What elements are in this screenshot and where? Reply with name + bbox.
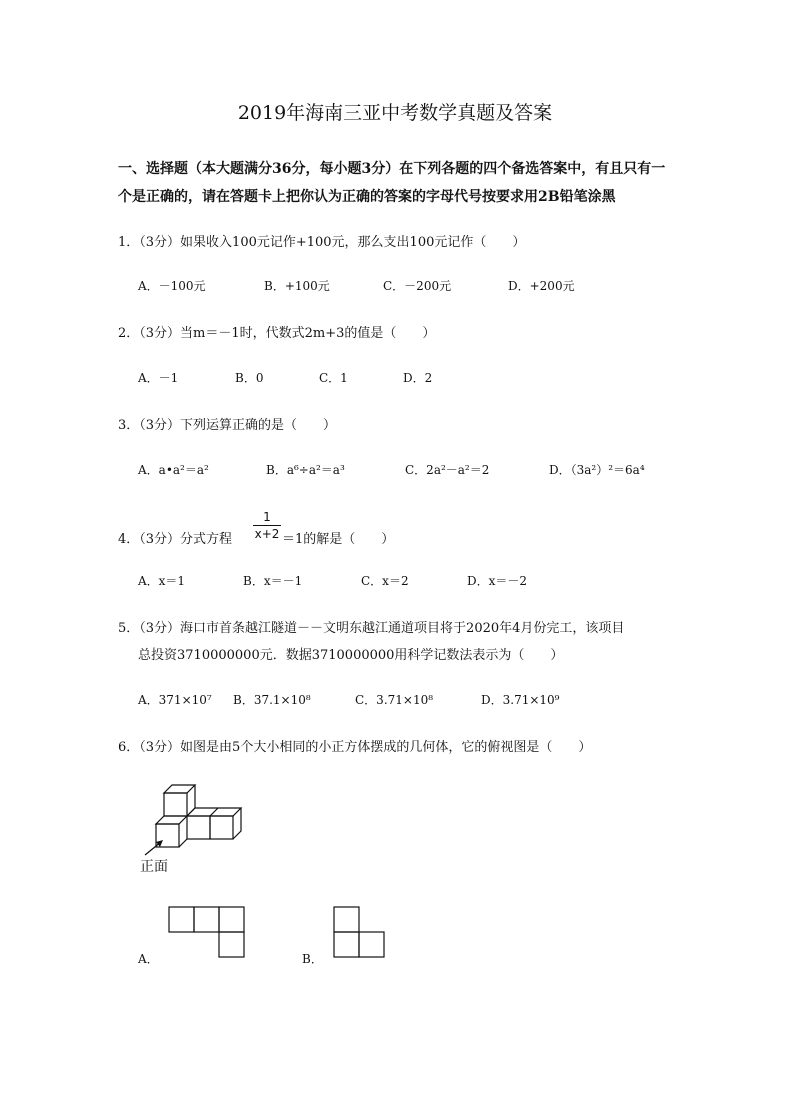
q6-option-b-figure (333, 906, 387, 960)
question-2: 2．（3分）当m＝－1时，代数式2m+3的值是（ ） (118, 326, 436, 341)
q4-option-b: B．x＝－1 (243, 574, 303, 588)
section-heading-line-1: 一、选择题（本大题满分36分，每小题3分）在下列各题的四个备选答案中，有且只有一 (118, 161, 666, 177)
q1-option-c: C．－200元 (383, 279, 452, 293)
q2-option-d: D．2 (403, 371, 433, 385)
fraction-denominator: x+2 (254, 527, 280, 541)
q2-option-a: A．－1 (138, 371, 179, 385)
q3-option-b: B．a⁶÷a²＝a³ (266, 463, 345, 477)
q6-option-a-figure (168, 906, 246, 960)
q1-option-a: A．－100元 (138, 279, 206, 293)
q4-option-d: D．x＝－2 (467, 574, 528, 588)
question-4-suffix: ＝1的解是（ ） (282, 532, 395, 547)
page-title: 2019年海南三亚中考数学真题及答案 (237, 102, 553, 124)
question-3: 3．（3分）下列运算正确的是（ ） (118, 418, 337, 433)
front-label: 正面 (140, 859, 168, 875)
q3-option-d: D．（3a²）²＝6a⁴ (549, 463, 645, 477)
question-1: 1．（3分）如果收入100元记作+100元，那么支出100元记作（ ） (118, 235, 526, 250)
question-6: 6．（3分）如图是由5个大小相同的小正方体摆成的几何体，它的俯视图是（ ） (118, 740, 592, 755)
cube-figure (135, 778, 255, 858)
q3-option-a: A．a•a²＝a² (138, 463, 209, 477)
q3-option-c: C．2a²－a²＝2 (405, 463, 490, 477)
q4-option-c: C．x＝2 (361, 574, 409, 588)
fraction-bar (253, 525, 281, 526)
q5-option-d: D．3.71×10⁹ (481, 693, 560, 707)
q1-option-d: D．+200元 (508, 279, 575, 293)
fraction (253, 510, 281, 541)
question-5-line-1: 5．（3分）海口市首条越江隧道－－文明东越江通道项目将于2020年4月份完工，该项目 (118, 621, 625, 636)
fraction-numerator: 1 (263, 510, 271, 524)
q6-option-b-label: B． (302, 952, 323, 966)
q5-option-b: B．37.1×10⁸ (233, 693, 311, 707)
section-heading-line-2: 个是正确的，请在答题卡上把你认为正确的答案的字母代号按要求用2B铅笔涂黑 (118, 189, 616, 205)
question-5-line-2: 总投资3710000000元．数据3710000000用科学记数法表示为（ ） (138, 648, 564, 663)
q2-option-b: B．0 (235, 371, 264, 385)
q5-option-a: A．371×10⁷ (138, 693, 212, 707)
q6-option-a-label: A． (138, 952, 159, 966)
question-4-prefix: 4．（3分）分式方程 (118, 532, 233, 547)
q5-option-c: C．3.71×10⁸ (355, 693, 434, 707)
q1-option-b: B．+100元 (264, 279, 330, 293)
q2-option-c: C．1 (319, 371, 348, 385)
q4-option-a: A．x＝1 (138, 574, 186, 588)
